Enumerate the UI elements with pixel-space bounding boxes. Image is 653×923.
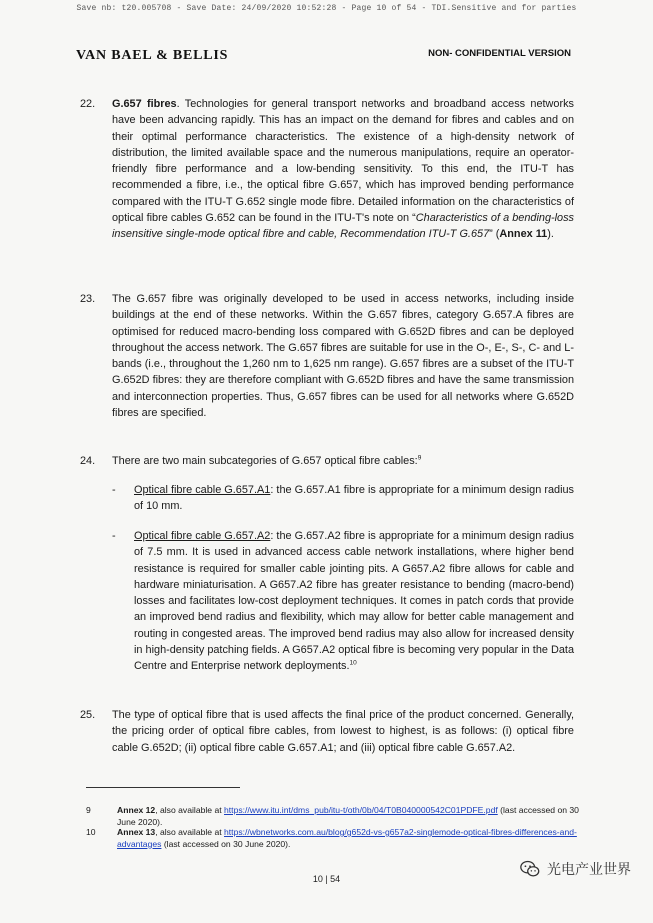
page-header: [76, 46, 571, 66]
annex-reference: Annex 11: [499, 228, 548, 241]
list-item-label: Optical fibre cable G.657.A2: [134, 530, 271, 542]
paragraph-text: There are two main subcategories of G.657 optical fibre cables:$^9$: [112, 454, 422, 467]
wechat-icon: [519, 858, 541, 880]
annex-reference: Annex 12: [117, 805, 156, 815]
paragraph-text: The G.657 fibre was originally developed to be used in access networks, including inside buildings at the end of these networks. Within the G.657 fibres, category G.657.A fibres are optimised for reduced macro-bending loss compared with G.652D fibres and can be deployed throughout the access network. The G.657 fibres are suitable for use in the O-, E-, S-, C- and L-bands (i.e., throughout the 1,260 nm to 1,625 nm range). G.657 fibres are a subset of the ITU-T G.652D fibres: they are therefore compliant with G.652D fibres and have the same transmission and interconnection properties. Thus, G.657 fibres can be used for all networks where G.652D fibres are specified.: [112, 293, 574, 420]
list-item-text: Optical fibre cable G.657.A2: the G.657.A2 fibre is appropriate for a minimum design radius of 7.5 mm. It is used in advanced access cable network installations, where higher bend resistance is required for smaller cable jointing pits. A G657.A2 fibre allows for cable and hardware miniaturisation. A G657.A2 fibre has greater resistance to bending (macro-bend) losses and facilitates low-cost deployment techniques. It comes in patch cords that provide an improved bend radius and flexibility, which may allow for better cable management and routing in congested areas. The improved bend radius may also allow for increased density in high-density patching fields. A G657.A2 optical fibre is becoming very popular in the Data Centre and Enterprise network deployments.$^{10}$: [134, 530, 574, 673]
footnote-link[interactable]: https://www.itu.int/dms_pub/itu-t/oth/0b/04/T0B040000542C01PDFE.pdf: [224, 805, 498, 815]
paragraph-number: 25.: [80, 709, 96, 721]
save-info-line: Save nb: t20.005708 - Save Date: 24/09/2020 10:52:28 - Page 10 of 54 - TDI.Sensitive and for parties: [76, 4, 577, 13]
footnote-divider: [86, 787, 240, 788]
list-item-text: Optical fibre cable G.657.A1: the G.657.A1 fibre is appropriate for a minimum design radius of 10 mm.: [134, 484, 574, 513]
paragraph-number: 24.: [80, 455, 96, 467]
paragraph-23: [80, 291, 574, 421]
paragraph-number: 22.: [80, 98, 96, 110]
footnote-link[interactable]: https://wbnetworks.com.au/blog/g652d-vs-g657a2-singlemode-optical-fibres-differences-and-advantages: [117, 827, 577, 849]
bullet-dash: -: [112, 484, 116, 496]
paragraph-text: The type of optical fibre that is used affects the final price of the product concerned. Generally, the pricing order of optical fibre cables, from lowest to highest, is as follows: (i) optical fibre cable G.652D; (ii) optical fibre cable G.657.A1; and (iii) optical fibre cable G.657.A2.: [112, 709, 574, 754]
page-number: 10 | 54: [312, 874, 341, 884]
footnote-number: 10: [86, 827, 96, 837]
watermark-text: 光电产业世界: [547, 861, 631, 877]
list-item-label: Optical fibre cable G.657.A1: [134, 484, 271, 496]
list-item: [112, 482, 574, 515]
cited-title: Characteristics of a bending-loss insensitive single-mode optical fibre and cable, Recommendation ITU-T G.657: [112, 212, 574, 241]
footnote-ref[interactable]: 10: [349, 659, 357, 667]
footnote-9: [86, 805, 586, 828]
annex-reference: Annex 13: [117, 827, 156, 837]
paragraph-22: [80, 96, 574, 243]
footnote-text: Annex 12, also available at https://www.itu.int/dms_pub/itu-t/oth/0b/04/T0B040000542C01PDFE.pdf (last accessed on 30 June 2020).: [117, 805, 579, 827]
paragraph-25: [80, 707, 574, 756]
footnote-10: [86, 827, 586, 850]
wechat-watermark: [519, 858, 631, 880]
firm-name: VAN BAEL & BELLIS: [76, 48, 229, 63]
footnote-ref[interactable]: 9: [417, 454, 422, 462]
confidentiality-label: NON- CONFIDENTIAL VERSION: [428, 48, 571, 59]
bullet-dash: -: [112, 530, 116, 542]
list-item: [112, 528, 574, 675]
footnote-text: Annex 13, also available at https://wbnetworks.com.au/blog/g652d-vs-g657a2-singlemode-optical-fibres-differences-and-advantages (last accessed on 30 June 2020).: [117, 827, 577, 849]
footnote-number: 9: [86, 805, 91, 815]
paragraph-number: 23.: [80, 293, 96, 305]
paragraph-text: G.657 fibres. Technologies for general transport networks and broadband access networks have been advancing rapidly. This has an impact on the demand for fibres and cables and on their optimal performance characteristics. The existence of a high-density network of distribution, the limited available space and the numerous manipulations, require an operator-friendly fibre performance and a low-bending sensitivity. To this end, the ITU-T has recommended a fibre, i.e., the optical fibre G.657, which has improved bending performance compared with the ITU-T G.652 single mode fibre. Detailed information on the characteristics of optical fibre cables G.652 can be found in the ITU-T's note on “Characteristics of a bending-loss insensitive single-mode optical fibre and cable, Recommendation ITU-T G.657” (Annex 11).: [112, 98, 574, 241]
paragraph-title: G.657 fibres: [112, 98, 177, 110]
paragraph-24: [80, 453, 574, 469]
